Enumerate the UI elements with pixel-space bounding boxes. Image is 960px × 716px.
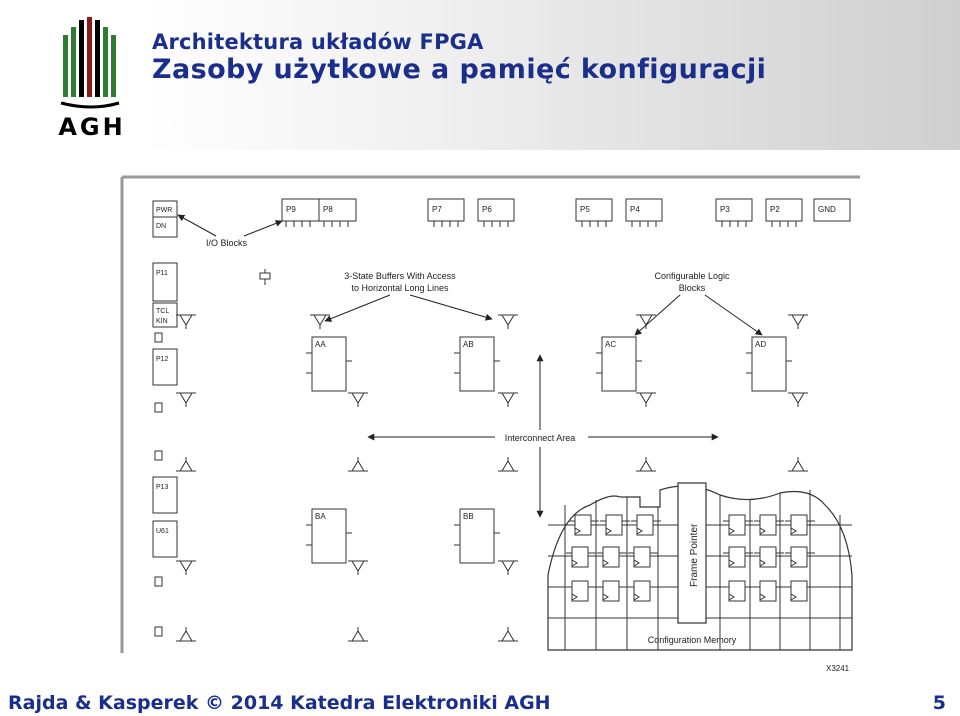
clb-ac <box>596 337 642 391</box>
pad-label-p12: P12 <box>156 356 169 363</box>
clb-ad <box>746 337 792 391</box>
pad-label-u61: U61 <box>156 528 169 535</box>
configuration-memory <box>548 483 852 650</box>
pad-label-p8: P8 <box>323 205 333 214</box>
pad-gnd <box>814 199 850 221</box>
pad-p4 <box>626 199 662 227</box>
label-tristate-2: to Horizontal Long Lines <box>351 283 449 293</box>
pad-label-dn: DN <box>156 223 167 230</box>
label-frame-pointer: Frame Pointer <box>689 523 700 587</box>
label-io-blocks: I/O Blocks <box>206 238 248 248</box>
pad-p9-p8 <box>282 199 356 227</box>
pad-label-tcl: TCL <box>156 308 170 315</box>
label-interconnect: Interconnect Area <box>504 433 576 443</box>
pad-p7 <box>428 199 464 227</box>
clb-label-ad: AD <box>755 340 767 349</box>
clb-bb <box>454 509 500 563</box>
clb-ba <box>306 509 352 563</box>
fpga-architecture-diagram <box>120 175 860 685</box>
label-clb-2: Blocks <box>678 283 706 293</box>
pad-label-gnd: GND <box>818 205 836 214</box>
pad-label-p7: P7 <box>432 205 442 214</box>
label-clb-1: Configurable Logic <box>654 271 730 281</box>
page-number: 5 <box>932 692 946 714</box>
top-io-pads <box>282 199 850 227</box>
slide-title: Zasoby użytkowe a pamięć konfiguracji <box>152 54 767 85</box>
pad-p5 <box>576 199 612 227</box>
pad-label-kin: KIN <box>156 318 168 325</box>
pad-label-p9: P9 <box>286 205 296 214</box>
pad-p3 <box>716 199 752 227</box>
pad-label-p5: P5 <box>580 205 590 214</box>
agh-logo-emblem <box>61 17 119 107</box>
pad-p2 <box>766 199 802 227</box>
label-config-memory: Configuration Memory <box>647 635 737 645</box>
pad-label-p6: P6 <box>482 205 492 214</box>
pad-label-p4: P4 <box>630 205 640 214</box>
pad-label-p11: P11 <box>156 270 168 277</box>
pad-label-p13: P13 <box>156 484 169 491</box>
pad-label-p2: P2 <box>770 205 780 214</box>
clb-label-ba: BA <box>315 512 326 521</box>
figure-code: X3241 <box>826 664 850 673</box>
agh-logo <box>55 15 130 140</box>
left-io-pads <box>153 201 270 636</box>
pad-label-pwr: PWR <box>156 207 173 214</box>
slide-header <box>0 0 960 150</box>
clb-label-ab: AB <box>463 340 474 349</box>
pad-p6 <box>478 199 514 227</box>
agh-logo-text: AGH <box>58 113 126 140</box>
label-tristate-1: 3-State Buffers With Access <box>344 271 456 281</box>
slide-subtitle: Architektura układów FPGA <box>152 30 484 54</box>
clb-aa <box>306 337 352 391</box>
clb-ab <box>454 337 500 391</box>
footer-credits: Rajda & Kasperek © 2014 Katedra Elektroniki AGH <box>8 692 551 714</box>
clb-label-ac: AC <box>605 340 617 349</box>
clb-label-aa: AA <box>315 340 326 349</box>
clb-label-bb: BB <box>463 512 474 521</box>
pad-label-p3: P3 <box>720 205 730 214</box>
